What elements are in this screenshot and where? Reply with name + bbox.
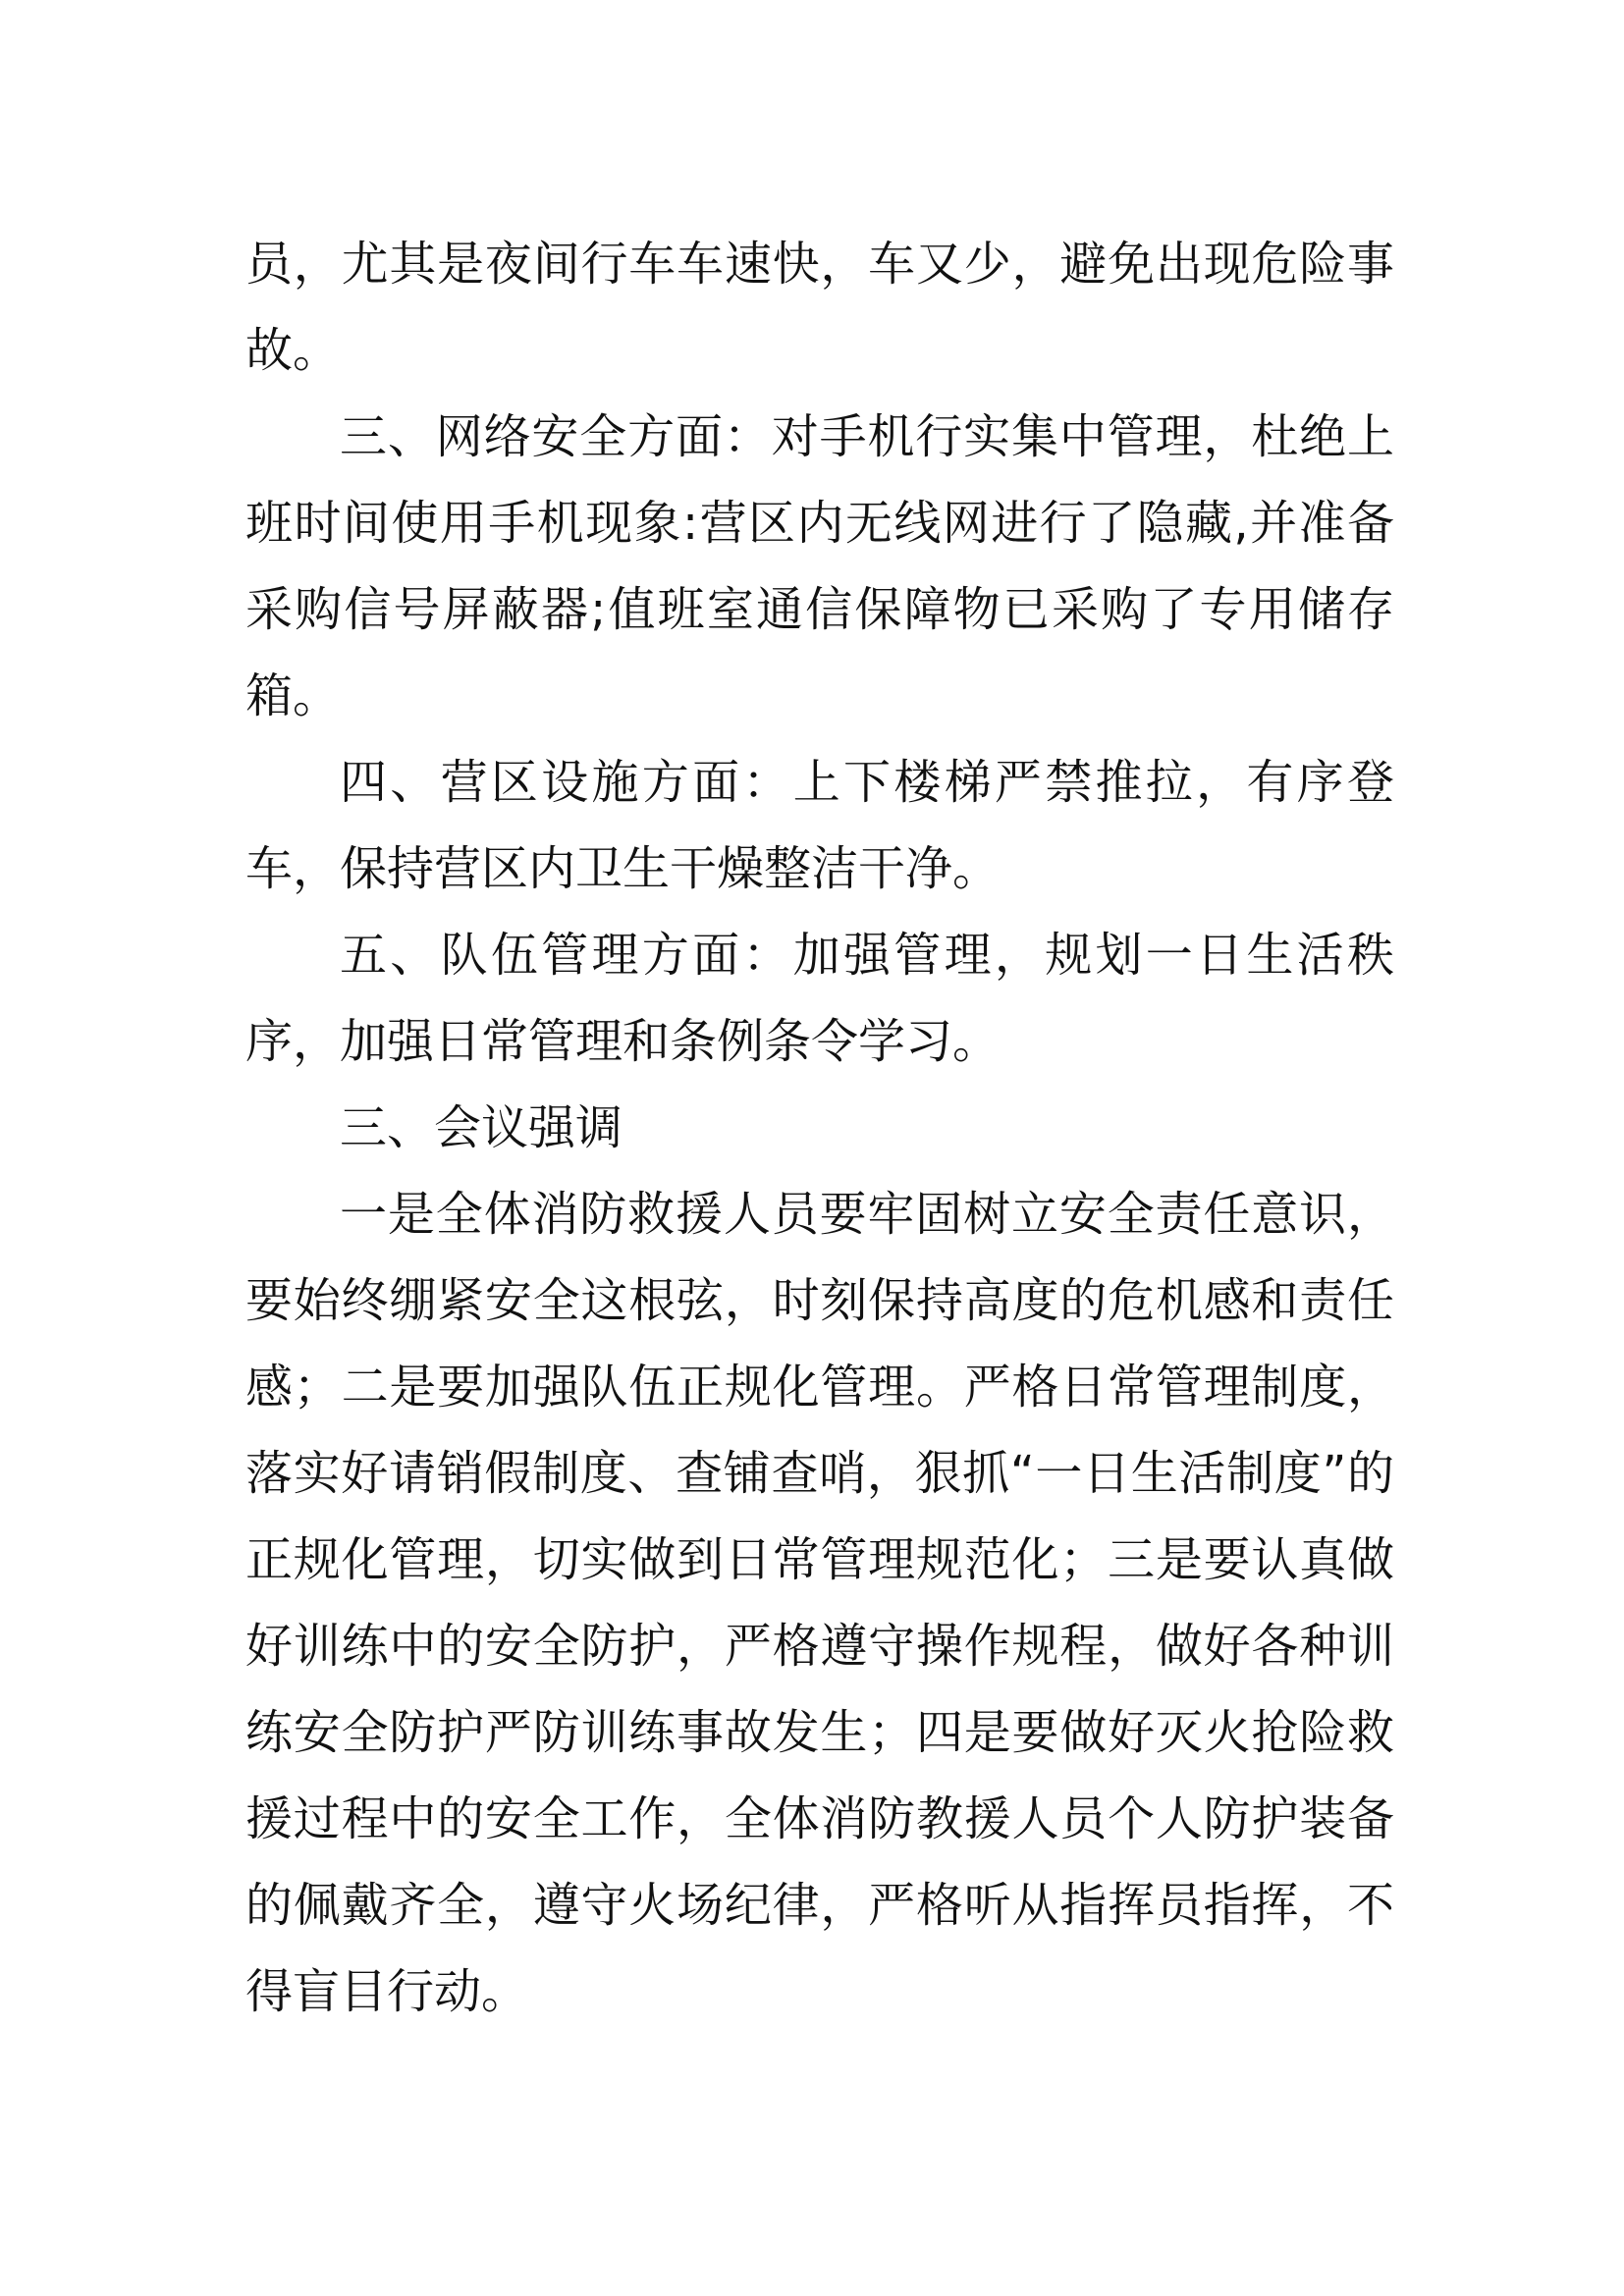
document-body: [245, 221, 1394, 2035]
paragraph-continuation: 员，尤其是夜间行车车速快，车又少，避免出现危险事故。: [245, 237, 1394, 378]
paragraph-meeting-points: 一是全体消防救援人员要牢固树立安全责任意识，要始终绷紧安全这根弦，时刻保持高度的危机感和责任感；二是要加强队伍正规化管理。严格日常管理制度，落实好请销假制度、查铺查哨，狠抓“一日生活制度”的正规化管理，切实做到日常管理规范化；三是要认真做好训练中的安全防护，严格遵守操作规程，做好各种训练安全防护严防训练事故发生；四是要做好灭火抢险救援过程中的安全工作，全体消防教援人员个人防护装备的佩戴齐全，遵守火场纪律，严格听从指挥员指挥，不得盲目行动。: [245, 1187, 1394, 2019]
paragraph-network-security: 三、网络安全方面：对手机行实集中管理，杜绝上班时间使用手机现象:营区内无线网进行了隐藏,并准备采购信号屏蔽器;值班室通信保障物已采购了专用储存箱。: [245, 409, 1394, 723]
paragraph-camp-facilities: 四、营区设施方面：上下楼梯严禁推拉，有序登车，保持营区内卫生干燥整洁干净。: [245, 755, 1394, 896]
paragraph-team-management: 五、队伍管理方面：加强管理，规划一日生活秩序，加强日常管理和条例条令学习。: [245, 928, 1394, 1069]
section-heading-meeting-emphasis: 三、会议强调: [340, 1100, 623, 1155]
